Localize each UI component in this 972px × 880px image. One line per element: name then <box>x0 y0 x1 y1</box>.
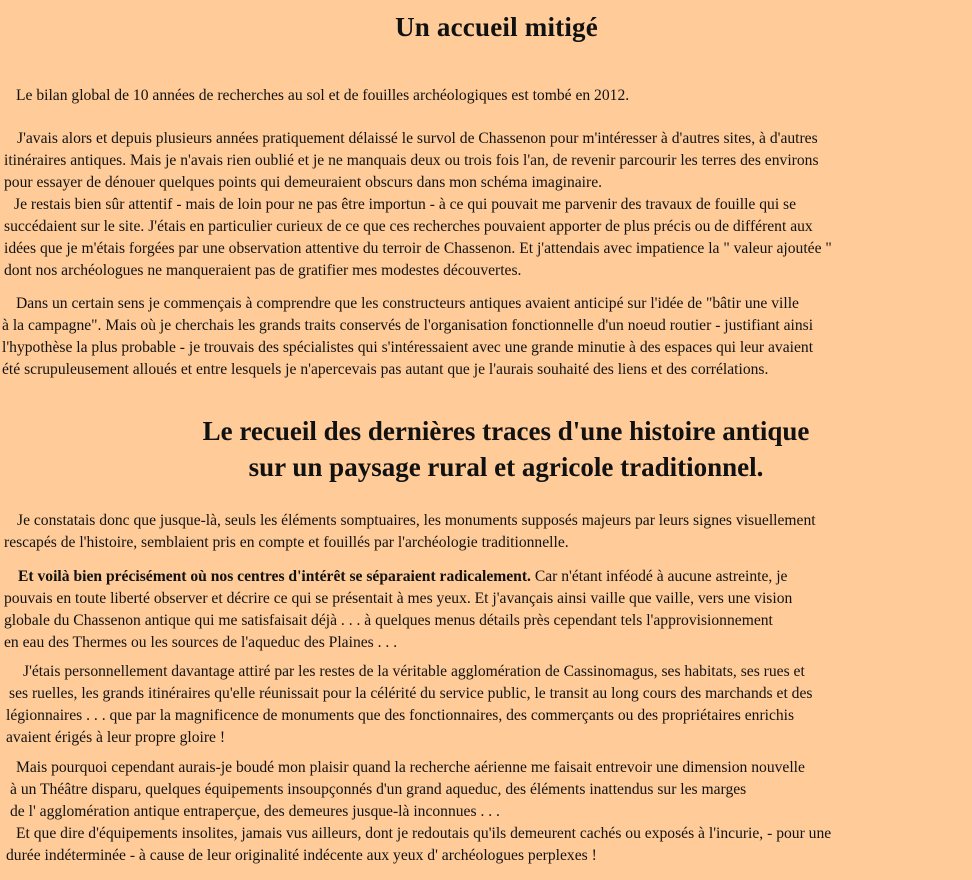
text-line: à un Théâtre disparu, quelques équipements insoupçonnés d'un grand aqueduc, des éléments inattendus sur les marges <box>10 781 747 798</box>
text-line: itinéraires antiques. Mais je n'avais rien oublié et je ne manquais deux ou trois fois l'an, de revenir parcourir les terres des environs <box>4 152 819 169</box>
text-line: de l' agglomération antique entraperçue, des demeures jusque-là inconnues . . . <box>10 803 500 820</box>
intro-paragraph <box>16 85 629 107</box>
text-line: rescapés de l'histoire, semblaient pris en compte et fouillés par l'archéologie traditionnelle. <box>4 534 569 551</box>
constatais-paragraph <box>4 510 816 554</box>
text-line: en eau des Thermes ou les sources de l'aqueduc des Plaines . . . <box>4 634 398 651</box>
text-line: Dans un certain sens je commençais à comprendre que les constructeurs antiques avaient anticipé sur l'idée de "bâtir une ville <box>16 295 799 312</box>
survol-paragraph <box>4 128 832 282</box>
text-line: durée indéterminée - à cause de leur originalité indécente aux yeux d' archéologues perplexes ! <box>6 847 597 864</box>
text-line: légionnaires . . . que par la magnificence de monuments que des fonctionnaires, des commerçants ou des propriétaires enrichis <box>6 707 795 724</box>
text-line: Le bilan global de 10 années de recherches au sol et de fouilles archéologiques est tombé en 2012. <box>16 87 630 104</box>
text-line: J'étais personnellement davantage attiré par les restes de la véritable agglomération de Cassinomagus, ses habitats, ses rues et <box>23 663 805 680</box>
text-line: à la campagne". Mais où je cherchais les grands traits conservés de l'organisation fonctionnelle d'un noeud routier - justifiant ainsi <box>2 317 814 334</box>
page-title: Un accueil mitigé <box>395 12 598 42</box>
sens-paragraph <box>2 293 813 381</box>
text-line: dont nos archéologues ne manqueraient pas de gratifier mes modestes découvertes. <box>4 262 522 279</box>
attire-paragraph <box>6 661 812 749</box>
text-line: avaient érigés à leur propre gloire ! <box>6 729 226 746</box>
pourquoi-paragraph <box>6 757 831 867</box>
text-line: pouvais en toute liberté observer et décrire ce qui se présentait à mes yeux. Et j'avançais ainsi vaille que vaille, vers une vision <box>4 590 793 607</box>
text-line: succédaient sur le site. J'étais en particulier curieux de ce que ces recherches pouvaient apporter de plus précis ou de différent aux <box>4 218 813 235</box>
text-line: idées que je m'étais forgées par une observation attentive du terroir de Chassenon. Et j'attendais avec impatience la " valeur ajoutée " <box>4 240 832 257</box>
text-line: l'hypothèse la plus probable - je trouvais des spécialistes qui s'intéressaient avec une grande minutie à des espaces qui leur avaient <box>2 339 814 356</box>
text-line: Mais pourquoi cependant aurais-je boudé mon plaisir quand la recherche aérienne me faisait entrevoir une dimension nouvelle <box>16 759 805 776</box>
text-line: ses ruelles, les grands itinéraires qu'elle réunissait pour la célérité du service public, le transit au long cours des marchands et des <box>9 685 813 702</box>
text-fragment: Car n'étant inféodé à aucune astreinte, je <box>530 568 788 585</box>
text-line: Je constatais donc que jusque-là, seuls les éléments somptuaires, les monuments supposés majeurs par leurs signes visuellement <box>17 512 816 529</box>
heading-line: sur un paysage rural et agricole traditionnel. <box>248 452 764 482</box>
text-line: J'avais alors et depuis plusieurs années pratiquement délaissé le survol de Chassenon pour m'intéresser à d'autres sites, à d'autres <box>17 130 818 147</box>
text-line <box>4 566 792 588</box>
text-line: globale du Chassenon antique qui me satisfaisait déjà . . . à quelques menus détails près cependant tels l'approvisionnement <box>4 612 773 629</box>
text-line: pour essayer de dénouer quelques points qui demeuraient obscurs dans mon schéma imaginaire. <box>4 174 603 191</box>
text-line: Et que dire d'équipements insolites, jamais vus ailleurs, dont je redoutais qu'ils demeurent cachés ou exposés à l'incurie, - pour une <box>16 825 832 842</box>
voila-paragraph <box>4 566 792 654</box>
text-line: Je restais bien sûr attentif - mais de loin pour ne pas être importun - à ce qui pouvait me parvenir des travaux de fouille qui se <box>14 196 797 213</box>
section-heading <box>0 413 972 485</box>
emphasis-text: Et voilà bien précisément où nos centres d'intérêt se séparaient radicalement. <box>18 568 531 585</box>
heading-line: Le recueil des dernières traces d'une histoire antique <box>202 416 810 446</box>
text-line: été scrupuleusement alloués et entre lesquels je n'apercevais pas autant que je l'aurais souhaité des liens et des corrélations. <box>2 361 769 378</box>
